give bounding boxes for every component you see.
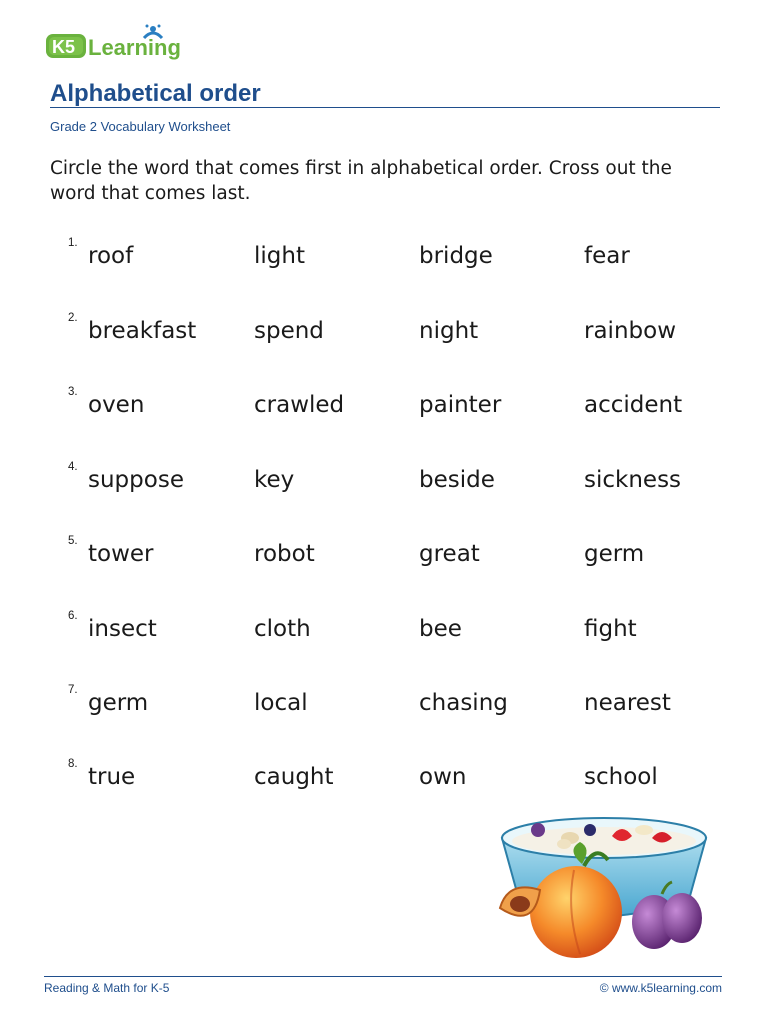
word[interactable]: chasing bbox=[419, 690, 508, 716]
word[interactable]: rainbow bbox=[584, 318, 676, 344]
page-title: Alphabetical order bbox=[50, 80, 261, 107]
word[interactable]: insect bbox=[88, 616, 157, 642]
question-number: 1. bbox=[68, 237, 78, 249]
word[interactable]: crawled bbox=[254, 392, 345, 418]
footer-tagline: Reading & Math for K-5 bbox=[44, 981, 170, 995]
fruit-bowl-illustration bbox=[494, 808, 714, 968]
word[interactable]: robot bbox=[254, 541, 315, 567]
word[interactable]: own bbox=[419, 764, 467, 790]
word[interactable]: oven bbox=[88, 392, 145, 418]
question-number: 4. bbox=[68, 461, 78, 473]
word[interactable]: germ bbox=[584, 541, 645, 567]
word[interactable]: bridge bbox=[419, 243, 493, 269]
question-number: 6. bbox=[68, 610, 78, 622]
question-number: 7. bbox=[68, 684, 78, 696]
k5-learning-logo bbox=[44, 22, 204, 66]
word[interactable]: bee bbox=[419, 616, 462, 642]
word[interactable]: true bbox=[88, 764, 136, 790]
word[interactable]: breakfast bbox=[88, 318, 197, 344]
instructions: Circle the word that comes first in alphabetical order. Cross out the word that comes last. bbox=[50, 158, 672, 204]
question-row bbox=[0, 684, 768, 720]
question-row bbox=[0, 758, 768, 794]
question-row bbox=[0, 535, 768, 571]
svg-text:Learning: Learning bbox=[88, 35, 181, 60]
word[interactable]: suppose bbox=[88, 467, 184, 493]
question-row bbox=[0, 610, 768, 646]
title-divider bbox=[50, 107, 720, 108]
footer-website[interactable]: © www.k5learning.com bbox=[599, 981, 722, 995]
word[interactable]: key bbox=[254, 467, 295, 493]
question-row bbox=[0, 312, 768, 348]
word[interactable]: beside bbox=[419, 467, 495, 493]
word[interactable]: sickness bbox=[584, 467, 682, 493]
question-number: 8. bbox=[68, 758, 78, 770]
word[interactable]: night bbox=[419, 318, 479, 344]
word[interactable]: fight bbox=[584, 616, 637, 642]
footer-divider bbox=[44, 976, 722, 977]
question-row bbox=[0, 386, 768, 422]
worksheet-subtitle: Grade 2 Vocabulary Worksheet bbox=[50, 119, 231, 134]
word[interactable]: roof bbox=[88, 243, 134, 269]
word[interactable]: nearest bbox=[584, 690, 671, 716]
question-row bbox=[0, 461, 768, 497]
question-number: 2. bbox=[68, 312, 78, 324]
question-number: 3. bbox=[68, 386, 78, 398]
word[interactable]: painter bbox=[419, 392, 502, 418]
svg-text:K5: K5 bbox=[52, 37, 76, 57]
word[interactable]: caught bbox=[254, 764, 334, 790]
word[interactable]: accident bbox=[584, 392, 683, 418]
word[interactable]: germ bbox=[88, 690, 149, 716]
question-number: 5. bbox=[68, 535, 78, 547]
word[interactable]: school bbox=[584, 764, 658, 790]
word[interactable]: local bbox=[254, 690, 308, 716]
word[interactable]: great bbox=[419, 541, 480, 567]
word[interactable]: fear bbox=[584, 243, 630, 269]
word[interactable]: cloth bbox=[254, 616, 311, 642]
word[interactable]: light bbox=[254, 243, 305, 269]
word[interactable]: tower bbox=[88, 541, 154, 567]
word[interactable]: spend bbox=[254, 318, 324, 344]
question-row bbox=[0, 237, 768, 273]
